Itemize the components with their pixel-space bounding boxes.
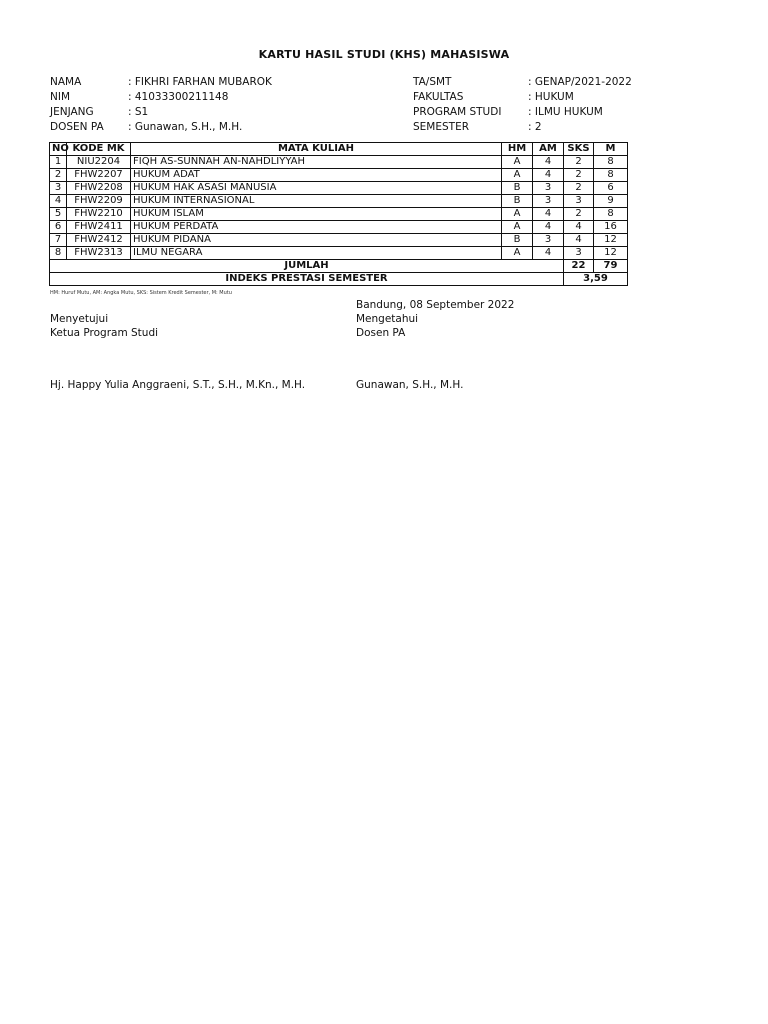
table-row (50, 169, 628, 182)
cell-am: 3 (533, 195, 564, 208)
acknowledger-name: Gunawan, S.H., M.H. (356, 379, 464, 391)
cell-m: 6 (594, 182, 628, 195)
cell-mata-kuliah: FIQH AS-SUNNAH AN-NAHDLIYYAH (131, 156, 502, 169)
cell-mata-kuliah: HUKUM PIDANA (131, 234, 502, 247)
cell-kode-mk: FHW2207 (67, 169, 131, 182)
cell-m: 16 (594, 221, 628, 234)
info-row-ta-smt (413, 75, 632, 90)
acknowledge-label: Mengetahui (356, 313, 419, 325)
document-title: KARTU HASIL STUDI (KHS) MAHASISWA (258, 48, 510, 61)
student-info-right (413, 75, 632, 135)
cell-mata-kuliah: HUKUM INTERNASIONAL (131, 195, 502, 208)
cell-sks: 3 (564, 247, 594, 260)
table-row (50, 208, 628, 221)
cell-kode-mk: FHW2208 (67, 182, 131, 195)
cell-kode-mk: NIU2204 (67, 156, 131, 169)
signature-right-block (356, 298, 514, 340)
cell-sks: 2 (564, 208, 594, 221)
jumlah-m: 79 (594, 260, 628, 273)
cell-no: 2 (50, 169, 67, 182)
cell-hm: B (502, 234, 533, 247)
info-label: JENJANG (50, 106, 94, 118)
cell-no: 8 (50, 247, 67, 260)
cell-kode-mk: FHW2210 (67, 208, 131, 221)
cell-hm: B (502, 195, 533, 208)
cell-mata-kuliah: ILMU NEGARA (131, 247, 502, 260)
cell-m: 12 (594, 247, 628, 260)
info-label: DOSEN PA (50, 121, 104, 133)
ips-value: 3,59 (564, 273, 628, 286)
cell-no: 5 (50, 208, 67, 221)
cell-no: 7 (50, 234, 67, 247)
info-value: : S1 (128, 106, 149, 118)
info-row-nama (50, 75, 272, 90)
cell-sks: 3 (564, 195, 594, 208)
info-value: : 2 (528, 121, 542, 133)
cell-no: 6 (50, 221, 67, 234)
cell-am: 4 (533, 221, 564, 234)
header-hm: HM (502, 143, 533, 156)
acknowledger-title: Dosen PA (356, 327, 406, 339)
jumlah-row (50, 260, 628, 273)
signature-left-block (50, 312, 158, 340)
cell-kode-mk: FHW2412 (67, 234, 131, 247)
info-label: NAMA (50, 76, 82, 88)
info-label: PROGRAM STUDI (413, 106, 502, 118)
table-header-row (50, 143, 628, 156)
header-m: M (594, 143, 628, 156)
cell-sks: 2 (564, 169, 594, 182)
header-mata-kuliah: MATA KULIAH (131, 143, 502, 156)
cell-m: 8 (594, 169, 628, 182)
cell-sks: 4 (564, 234, 594, 247)
cell-hm: A (502, 169, 533, 182)
cell-kode-mk: FHW2313 (67, 247, 131, 260)
ips-label: INDEKS PRESTASI SEMESTER (50, 273, 564, 286)
info-value: : ILMU HUKUM (528, 106, 603, 118)
info-row-nim (50, 90, 272, 105)
info-label: NIM (50, 91, 71, 103)
header-sks: SKS (564, 143, 594, 156)
cell-am: 4 (533, 247, 564, 260)
legend-note: HM: Huruf Mutu, AM: Angka Mutu, SKS: Sistem Kredit Semester, M: Mutu (50, 290, 232, 296)
cell-am: 3 (533, 182, 564, 195)
header-am: AM (533, 143, 564, 156)
student-info-left (50, 75, 272, 135)
header-no: NO (50, 143, 67, 156)
table-row (50, 195, 628, 208)
cell-hm: A (502, 221, 533, 234)
header-kode-mk: KODE MK (67, 143, 131, 156)
info-label: FAKULTAS (413, 91, 464, 103)
cell-kode-mk: FHW2411 (67, 221, 131, 234)
info-label: SEMESTER (413, 121, 470, 133)
cell-m: 9 (594, 195, 628, 208)
cell-hm: A (502, 156, 533, 169)
cell-sks: 2 (564, 156, 594, 169)
grades-table (49, 142, 628, 286)
table-row (50, 156, 628, 169)
table-row (50, 221, 628, 234)
approval-label: Menyetujui (50, 313, 109, 325)
cell-sks: 2 (564, 182, 594, 195)
info-row-fakultas (413, 90, 632, 105)
cell-am: 4 (533, 169, 564, 182)
cell-no: 1 (50, 156, 67, 169)
ips-row (50, 273, 628, 286)
table-row (50, 182, 628, 195)
cell-am: 4 (533, 208, 564, 221)
cell-m: 8 (594, 156, 628, 169)
info-label: TA/SMT (413, 76, 452, 88)
jumlah-sks: 22 (564, 260, 594, 273)
cell-m: 12 (594, 234, 628, 247)
cell-hm: A (502, 208, 533, 221)
info-value: : Gunawan, S.H., M.H. (128, 121, 243, 133)
cell-am: 3 (533, 234, 564, 247)
table-row (50, 234, 628, 247)
cell-hm: B (502, 182, 533, 195)
info-row-dosen-pa (50, 120, 272, 135)
info-value: : FIKHRI FARHAN MUBAROK (128, 76, 272, 88)
cell-mata-kuliah: HUKUM PERDATA (131, 221, 502, 234)
cell-no: 4 (50, 195, 67, 208)
info-row-semester (413, 120, 632, 135)
info-value: : GENAP/2021-2022 (528, 76, 632, 88)
cell-mata-kuliah: HUKUM ISLAM (131, 208, 502, 221)
info-value: : HUKUM (528, 91, 574, 103)
cell-sks: 4 (564, 221, 594, 234)
place-date: Bandung, 08 September 2022 (356, 299, 515, 311)
cell-m: 8 (594, 208, 628, 221)
cell-no: 3 (50, 182, 67, 195)
cell-hm: A (502, 247, 533, 260)
cell-mata-kuliah: HUKUM HAK ASASI MANUSIA (131, 182, 502, 195)
jumlah-label: JUMLAH (50, 260, 564, 273)
approver-name: Hj. Happy Yulia Anggraeni, S.T., S.H., M.Kn., M.H. (50, 379, 306, 391)
info-row-jenjang (50, 105, 272, 120)
cell-am: 4 (533, 156, 564, 169)
approver-title: Ketua Program Studi (50, 327, 159, 339)
table-row (50, 247, 628, 260)
info-value: : 41033300211148 (128, 91, 229, 103)
cell-kode-mk: FHW2209 (67, 195, 131, 208)
cell-mata-kuliah: HUKUM ADAT (131, 169, 502, 182)
info-row-program-studi (413, 105, 632, 120)
